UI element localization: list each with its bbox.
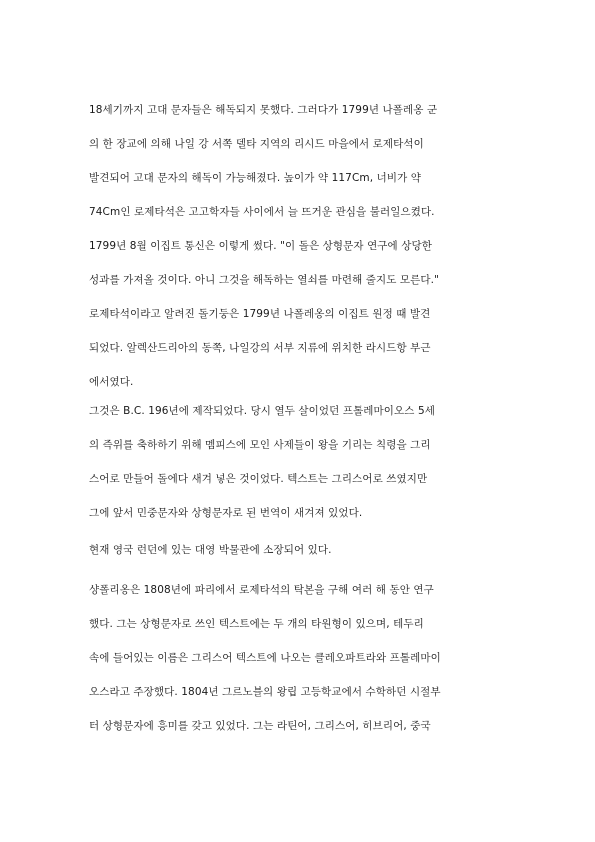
paragraph-rosetta-origin <box>89 405 519 520</box>
paragraph-champollion <box>89 584 519 733</box>
text-line: 되었다. 알렉산드리아의 동쪽, 나일강의 서부 지류에 위치한 라시드항 부근 <box>89 342 431 354</box>
text-line: 했다. 그는 상형문자로 쓰인 텍스트에는 두 개의 타원형이 있으며, 테두리 <box>89 618 424 630</box>
text-line: 그에 앞서 민중문자와 상형문자로 된 번역이 새겨져 있었다. <box>89 507 363 519</box>
text-line: 로제타석이라고 알려진 돌기둥은 1799년 나폴레옹의 이집트 원정 때 발견 <box>89 308 431 320</box>
text-line: 성과를 가져올 것이다. 아니 그것을 해독하는 열쇠를 마련해 줄지도 모른다." <box>89 274 440 286</box>
text-line: 샹폴리옹은 1808년에 파리에서 로제타석의 탁본을 구해 여러 해 동안 연구 <box>89 584 434 596</box>
text-line: 현재 영국 런던에 있는 대영 박물관에 소장되어 있다. <box>89 544 332 556</box>
text-line: 스어로 만들어 돌에다 새겨 넣은 것이었다. 텍스트는 그리스어로 쓰였지만 <box>89 473 428 485</box>
text-line: 18세기까지 고대 문자들은 해독되지 못했다. 그러다가 1799년 나폴레옹 군 <box>89 104 438 116</box>
text-line: 1799년 8월 이집트 통신은 이렇게 썼다. "이 돌은 상형문자 연구에 상당한 <box>89 240 432 252</box>
text-line: 오스라고 주장했다. 1804년 그르노블의 왕립 고등학교에서 수학하던 시절부 <box>89 686 441 698</box>
paragraph-rosetta-discovery <box>89 104 519 389</box>
text-line: 속에 들어있는 이름은 그리스어 텍스트에 나오는 클레오파트라와 프톨레마이 <box>89 652 441 664</box>
text-line: 의 한 장교에 의해 나일 강 서쪽 델타 지역의 리시드 마을에서 로제타석이 <box>89 138 424 150</box>
text-line: 의 즉위를 축하하기 위해 멤피스에 모인 사제들이 왕을 기리는 칙령을 그리 <box>89 439 431 451</box>
text-line: 에서였다. <box>89 376 134 388</box>
text-line: 발견되어 고대 문자의 해독이 가능해졌다. 높이가 약 117Cm, 너비가 약 <box>89 172 421 184</box>
text-line: 74Cm인 로제타석은 고고학자들 사이에서 늘 뜨거운 관심을 불러일으켰다. <box>89 206 435 218</box>
text-line: 터 상형문자에 흥미를 갖고 있었다. 그는 라틴어, 그리스어, 히브리어, 중국 <box>89 720 431 732</box>
text-line: 그것은 B.C. 196년에 제작되었다. 당시 열두 살이었던 프톨레마이오스 5세 <box>89 405 435 417</box>
paragraph-rosetta-location <box>89 544 519 557</box>
